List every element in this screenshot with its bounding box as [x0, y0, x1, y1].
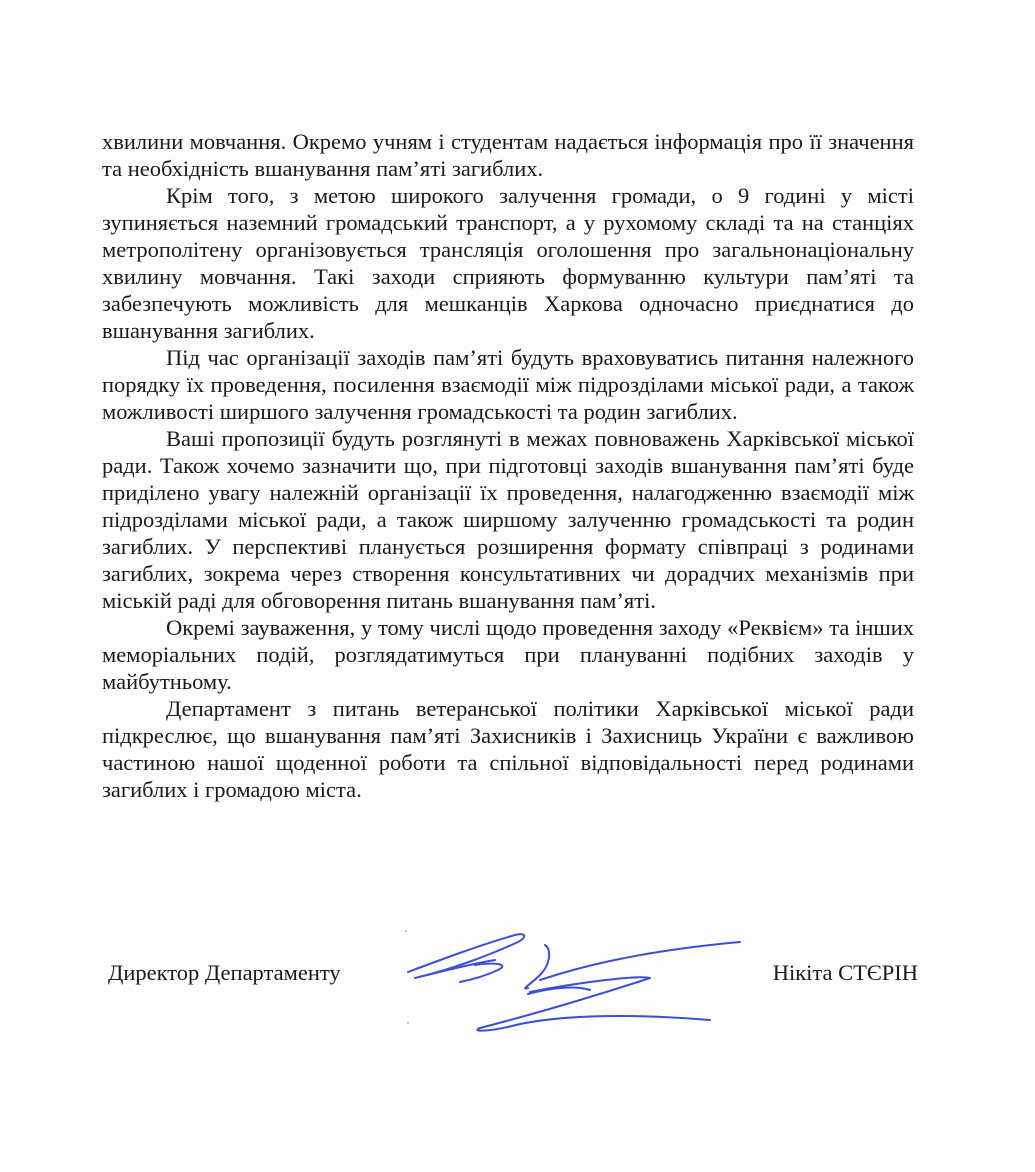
paragraph-proposals: Ваші пропозиції будуть розглянуті в межах повноважень Харківської міської ради. Також хочемо зазначити що, при підготовці заходів вшанування пам’яті буде приділено увагу належній організації їх проведення, налагодженню взаємодії між підрозділами міської ради, а також ширшому залученню громадськості та родин загиблих. У перспективі планується розширення формату співпраці з родинами загиблих, зокрема через створення консультативних чи дорадчих механізмів при міській раді для обговорення питань вшанування пам’яті.	[102, 426, 914, 613]
signature-block	[108, 960, 918, 1000]
signer-name: Нікіта СТЄРІН	[772, 960, 918, 985]
signer-title: Директор Департаменту	[108, 960, 341, 985]
paragraph-continuation: хвилини мовчання. Окремо учням і студентам надається інформація про її значення та необхідність вшанування пам’яті загиблих.	[102, 129, 914, 181]
letter-body	[102, 128, 914, 803]
paragraph-transport: Крім того, з метою широкого залучення громади, о 9 годині у місті зупиняється наземний громадський транспорт, а у рухомому складі та на станціях метрополітену організовується трансляція оголошення про загальнонаціональну хвилину мовчання. Такі заходи сприяють формуванню культури пам’яті та забезпечують можливість для мешканців Харкова одночасно приєднатися до вшанування загиблих.	[102, 183, 914, 343]
paragraph-organization: Під час організації заходів пам’яті будуть враховуватись питання належного порядку їх проведення, посилення взаємодії між підрозділами міської ради, а також можливості ширшого залучення громадськості та родин загиблих.	[102, 345, 914, 424]
paragraph-remarks: Окремі зауваження, у тому числі щодо проведення заходу «Реквієм» та інших меморіальних подій, розглядатимуться при плануванні подібних заходів у майбутньому.	[102, 615, 914, 694]
scan-speck	[407, 1022, 409, 1024]
scan-speck	[405, 930, 407, 932]
paragraph-department-statement: Департамент з питань ветеранської політики Харківської міської ради підкреслює, що вшанування пам’яті Захисників і Захисниць України є важливою частиною нашої щоденної роботи та спільної відповідальності перед родинами загиблих і громадою міста.	[102, 696, 914, 802]
